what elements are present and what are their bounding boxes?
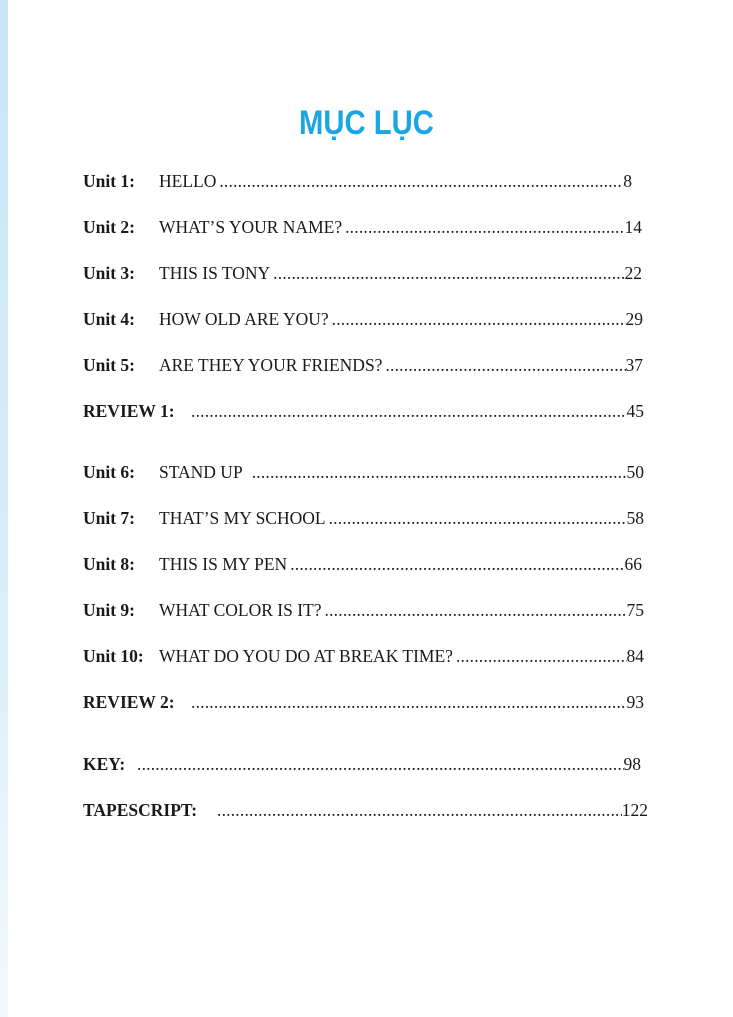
toc-entry-unit-1[interactable] [83, 169, 632, 193]
toc-entry-page-number: 93 [626, 692, 644, 712]
toc-entry-label: Unit 7: [83, 508, 136, 528]
toc-entry-title: WHAT’S YOUR NAME? [159, 217, 343, 237]
toc-entry-label: Unit 9: [83, 600, 136, 620]
toc-entry-page-number: 98 [623, 754, 641, 774]
dot-leader [191, 690, 627, 714]
toc-entry-page-number: 14 [624, 217, 642, 237]
dot-leader [252, 460, 627, 484]
toc-entry-title: WHAT DO YOU DO AT BREAK TIME? [159, 646, 453, 666]
toc-entry-label: Unit 3: [83, 263, 136, 283]
toc-entry-unit-8[interactable] [83, 552, 642, 576]
toc-entry-review-2[interactable] [83, 690, 644, 714]
toc-entry-key[interactable] [83, 752, 641, 776]
toc-entry-unit-3[interactable] [83, 261, 642, 285]
toc-entry-title: THIS IS MY PEN [159, 554, 288, 574]
toc-entry-title: ARE THEY YOUR FRIENDS? [159, 355, 383, 375]
toc-entry-page-number: 37 [625, 355, 643, 375]
toc-entry-page-number: 22 [624, 263, 642, 283]
toc-entry-title: HELLO [159, 171, 217, 191]
toc-entry-page-number: 8 [623, 171, 632, 191]
toc-entry-title: STAND UP [159, 462, 243, 482]
toc-entry-page-number: 45 [626, 401, 644, 421]
toc-entry-unit-10[interactable] [83, 644, 644, 668]
toc-entry-label: Unit 2: [83, 217, 136, 237]
dot-leader [191, 399, 627, 423]
toc-entry-unit-7[interactable] [83, 506, 644, 530]
dot-leader [456, 644, 627, 668]
toc-entry-title: THAT’S MY SCHOOL [159, 508, 326, 528]
toc-entry-unit-6[interactable] [83, 460, 644, 484]
toc-entry-label: Unit 8: [83, 554, 136, 574]
dot-leader [345, 215, 624, 239]
toc-entry-unit-9[interactable] [83, 598, 644, 622]
toc-entry-label: TAPESCRIPT: [83, 800, 198, 820]
dot-leader [217, 798, 622, 822]
toc-entry-title: THIS IS TONY [159, 263, 271, 283]
toc-entry-label: REVIEW 1: [83, 401, 175, 421]
toc-entry-label: Unit 6: [83, 462, 136, 482]
dot-leader [137, 752, 624, 776]
toc-entry-title: WHAT COLOR IS IT? [159, 600, 322, 620]
dot-leader [332, 307, 626, 331]
toc-entry-page-number: 29 [625, 309, 643, 329]
dot-leader [325, 598, 627, 622]
toc-entry-label: Unit 10: [83, 646, 144, 666]
toc-entry-page-number: 50 [626, 462, 644, 482]
toc-entry-page-number: 122 [621, 800, 648, 820]
dot-leader [273, 261, 624, 285]
toc-entry-review-1[interactable] [83, 399, 644, 423]
toc-entry-unit-4[interactable] [83, 307, 643, 331]
toc-entry-label: Unit 1: [83, 171, 136, 191]
toc-entry-page-number: 58 [626, 508, 644, 528]
toc-entry-label: Unit 4: [83, 309, 136, 329]
toc-entry-label: REVIEW 2: [83, 692, 175, 712]
dot-leader [290, 552, 624, 576]
toc-entry-page-number: 66 [624, 554, 642, 574]
toc-entry-page-number: 84 [626, 646, 644, 666]
page-edge-strip [0, 0, 8, 1017]
dot-leader [219, 169, 623, 193]
toc-entry-unit-5[interactable] [83, 353, 643, 377]
toc-entry-unit-2[interactable] [83, 215, 642, 239]
toc-entry-label: Unit 5: [83, 355, 136, 375]
dot-leader [329, 506, 627, 530]
toc-entry-label: KEY: [83, 754, 126, 774]
dot-leader [385, 353, 625, 377]
page-title: MỤC LỤC [299, 103, 434, 142]
toc-entry-title: HOW OLD ARE YOU? [159, 309, 329, 329]
toc-entry-tapescript[interactable] [83, 798, 648, 822]
toc-entry-page-number: 75 [626, 600, 644, 620]
